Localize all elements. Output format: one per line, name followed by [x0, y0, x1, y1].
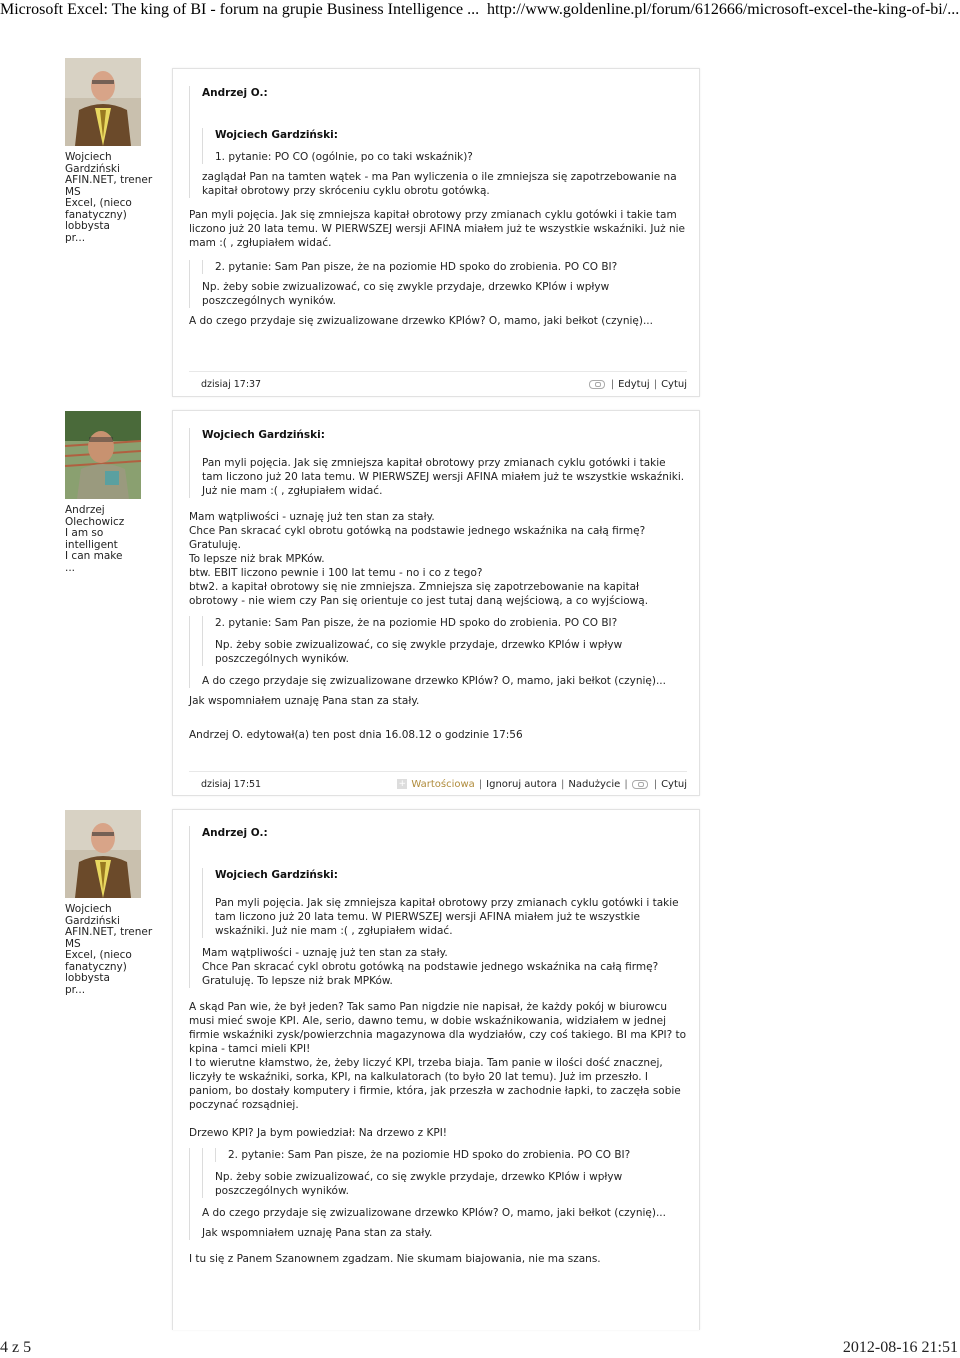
cite-link[interactable]: Cytuj [661, 779, 687, 790]
quote-author: Andrzej O.: [202, 827, 268, 839]
post-text: btw. EBIT liczono pewnie i 100 lat temu - no i co z tego? [189, 567, 483, 579]
post-actions: | Edytuj | Cytuj [589, 378, 687, 392]
quote [189, 428, 687, 498]
quote [189, 1148, 687, 1240]
author-title: intelligent [65, 538, 118, 551]
post-meta [189, 771, 687, 792]
print-date: 2012-08-16 21:51 [842, 1339, 958, 1356]
forum-post [172, 68, 700, 397]
link-icon[interactable] [589, 380, 605, 389]
quote-text: 1. pytanie: PO CO (ogólnie, po co taki wskaźnik)? [215, 151, 473, 163]
author-name[interactable]: Wojciech [65, 903, 112, 915]
post-text: A do czego przydaje się zwizualizowane drzewko KPIów? O, mamo, jaki bełkot (czynię)... [189, 315, 653, 327]
author-title: ... [65, 561, 76, 574]
post-text: To lepsze niż brak MPKów. [189, 553, 325, 565]
author-title: Excel, (nieco [65, 197, 132, 209]
post-text: Mam wątpliwości - uznaję już ten stan za stały. [189, 511, 435, 523]
quote-author: Wojciech Gardziński: [215, 869, 338, 881]
author-title: fanatyczny) [65, 208, 127, 221]
avatar[interactable] [65, 58, 141, 146]
quote-text: Np. żeby sobie zwizualizować, co się zwykle przydaje, drzewko KPIów i wpływ poszczególnych wyników. [215, 1171, 623, 1197]
avatar[interactable] [65, 411, 141, 499]
quote-text: 2. pytanie: Sam Pan pisze, że na poziomie HD spoko do zrobienia. PO CO BI? [215, 617, 618, 629]
author-name[interactable]: Olechowicz [65, 515, 125, 528]
author-name[interactable]: Wojciech [65, 151, 112, 163]
quote-text: 2. pytanie: Sam Pan pisze, że na poziomie HD spoko do zrobienia. PO CO BI? [215, 261, 618, 273]
author-name[interactable]: Andrzej [65, 504, 105, 516]
author-title: AFIN.NET, trener [65, 174, 153, 186]
post-body [189, 84, 687, 328]
nested-quote [202, 616, 687, 666]
post-body [189, 428, 687, 742]
author-title: MS [65, 937, 81, 950]
quote-text: Jak wspomniałem uznaję Pana stan za stały. [202, 1227, 433, 1239]
post-actions: + Wartościowa | Ignoruj autora | Nadużycie | | Cytuj [398, 779, 687, 790]
post-text: Drzewo KPI? Ja bym powiedział: Na drzewo z KPI! [189, 1127, 448, 1139]
nested-quote [202, 1148, 687, 1198]
ignore-author-link[interactable]: Ignoruj autora [486, 779, 558, 790]
plus-icon[interactable]: + [398, 779, 407, 789]
author-title: fanatyczny) [65, 960, 127, 973]
quote-text: A do czego przydaje się zwizualizowane drzewko KPIów? O, mamo, jaki bełkot (czynię)... [202, 675, 666, 687]
quote [189, 86, 687, 198]
author-title: pr... [65, 231, 86, 244]
link-icon[interactable] [632, 780, 648, 789]
post-author [65, 58, 165, 244]
post-meta [189, 371, 687, 392]
quote-text: 2. pytanie: Sam Pan pisze, że na poziomie HD spoko do zrobienia. PO CO BI? [228, 1149, 631, 1161]
author-title: pr... [65, 983, 86, 996]
quote-author: Wojciech Gardziński: [215, 129, 338, 141]
post-author [65, 411, 165, 574]
post-text: I tu się z Panem Szanownem zgadzam. Nie skumam biajowania, nie ma szans. [189, 1253, 601, 1265]
author-name[interactable]: Gardziński [65, 914, 120, 927]
page-url[interactable]: http://www.goldenline.pl/forum/612666/microsoft-excel-the-king-of-bi/... [487, 1, 960, 18]
quote-text: zaglądał Pan na tamten wątek - ma Pan wyliczenia o ile zmniejsza się zapotrzebowanie na kapitał obrotowy przy skróceniu cyklu obrotu gotówką. [202, 171, 677, 197]
author-title: MS [65, 185, 81, 198]
quote [189, 616, 687, 688]
author-title: lobbysta [65, 220, 110, 232]
quote-text: A do czego przydaje się zwizualizowane drzewko KPIów? O, mamo, jaki bełkot (czynię)... [202, 1207, 666, 1219]
edited-note: Andrzej O. edytował(a) ten post dnia 16.08.12 o godzinie 17:56 [189, 729, 523, 741]
quote-author: Wojciech Gardziński: [202, 429, 325, 441]
post-text: A skąd Pan wie, że był jeden? Tak samo Pan nigdzie nie napisał, że każdy pokój w biurowcu musi mieć swoje KPI. Ale, serio, dawno temu, w dobie wskaźnikowania, widziałem w jednej firmie wskaźniki zysk/powierzchnia magazynowa dla wydziałów, czy coś takiego. BI ma KPI? to kpina - tamci mieli KPI! [189, 1001, 687, 1055]
valuable-link[interactable]: Wartościowa [411, 779, 475, 790]
quote-text: Pan myli pojęcia. Jak się zmniejsza kapitał obrotowy przy zmianach cyklu gotówki i takie tam liczono już 20 lata temu. W PIERWSZEJ wersji AFINA miałem już te wszystkie wskaźniki. Już nie mam :( , zgłupiałem widać. [215, 897, 679, 937]
nested-quote [202, 128, 687, 164]
post-text: Pan myli pojęcia. Jak się zmniejsza kapitał obrotowy przy zmianach cyklu gotówki i takie tam liczono już 20 lata temu. W PIERWSZEJ wersji AFINA miałem już te wszystkie wskaźniki. Już nie mam :( , zgłupiałem widać. [189, 209, 685, 249]
quote-author: Andrzej O.: [202, 87, 268, 99]
quote-text: Pan myli pojęcia. Jak się zmniejsza kapitał obrotowy przy zmianach cyklu gotówki i takie tam liczono już 20 lata temu. W PIERWSZEJ wersji AFINA miałem już te wszystkie wskaźniki. Już nie mam :( , zgłupiałem widać. [202, 457, 685, 497]
post-body [189, 826, 687, 1266]
author-title: AFIN.NET, trener [65, 926, 153, 938]
page-number: 4 z 5 [0, 1339, 32, 1356]
quote [189, 260, 687, 308]
quote-text: Chce Pan skracać cykl obrotu gotówką na podstawie jednego wskaźnika na całą firmę? Gratuluję. To lepsze niż brak MPKów. [202, 961, 659, 987]
avatar[interactable] [65, 810, 141, 898]
author-title: lobbysta [65, 972, 110, 984]
post-text: I to wierutne kłamstwo, że, żeby liczyć KPI, trzeba biaja. Tam panie w ilości dość znacznej, liczyły te wskaźniki, sorka, KPI, na kalkulatorach (to było 20 lat temu). Już im przeszło. I paniom, bo dostały komputery i firmie, która, jak przeszła w zachodnie łapki, to zaczęła sobie poczynać rozsądniej. [189, 1057, 681, 1111]
author-name[interactable]: Gardziński [65, 162, 120, 175]
author-title: I am so [65, 527, 104, 539]
page-title: Microsoft Excel: The king of BI - forum na grupie Business Intelligence ... [0, 1, 480, 18]
post-author [65, 810, 165, 996]
nested-quote [202, 868, 687, 938]
quote-text: Np. żeby sobie zwizualizować, co się zwykle przydaje, drzewko KPIów i wpływ poszczególnych wyników. [215, 639, 623, 665]
forum-post [172, 410, 700, 796]
nested-quote [215, 1148, 687, 1162]
author-title: Excel, (nieco [65, 949, 132, 961]
quote-text: Np. żeby sobie zwizualizować, co się zwykle przydaje, drzewko KPIów i wpływ poszczególnych wyników. [202, 281, 610, 307]
post-text: Chce Pan skracać cykl obrotu gotówką na podstawie jednego wskaźnika na całą firmę? Gratuluję. [189, 525, 646, 551]
author-title: I can make [65, 550, 123, 562]
report-abuse-link[interactable]: Nadużycie [568, 779, 621, 790]
post-date: dzisiaj 17:51 [201, 779, 262, 790]
nested-quote [202, 260, 687, 274]
forum-post [172, 809, 700, 1330]
quote-text: Mam wątpliwości - uznaję już ten stan za stały. [202, 947, 448, 959]
cite-link[interactable]: Cytuj [661, 379, 687, 390]
post-text: btw2. a kapitał obrotowy się nie zmniejsza. Zmniejsza się zapotrzebowanie na kapitał obrotowy - nie wiem czy Pan się orientuje co jest tutaj daną wejściową, a co wyjściową. [189, 581, 649, 607]
edit-link[interactable]: Edytuj [618, 379, 650, 390]
post-date: dzisiaj 17:37 [201, 379, 262, 390]
quote [189, 826, 687, 988]
post-text: Jak wspomniałem uznaję Pana stan za stały. [189, 695, 420, 707]
